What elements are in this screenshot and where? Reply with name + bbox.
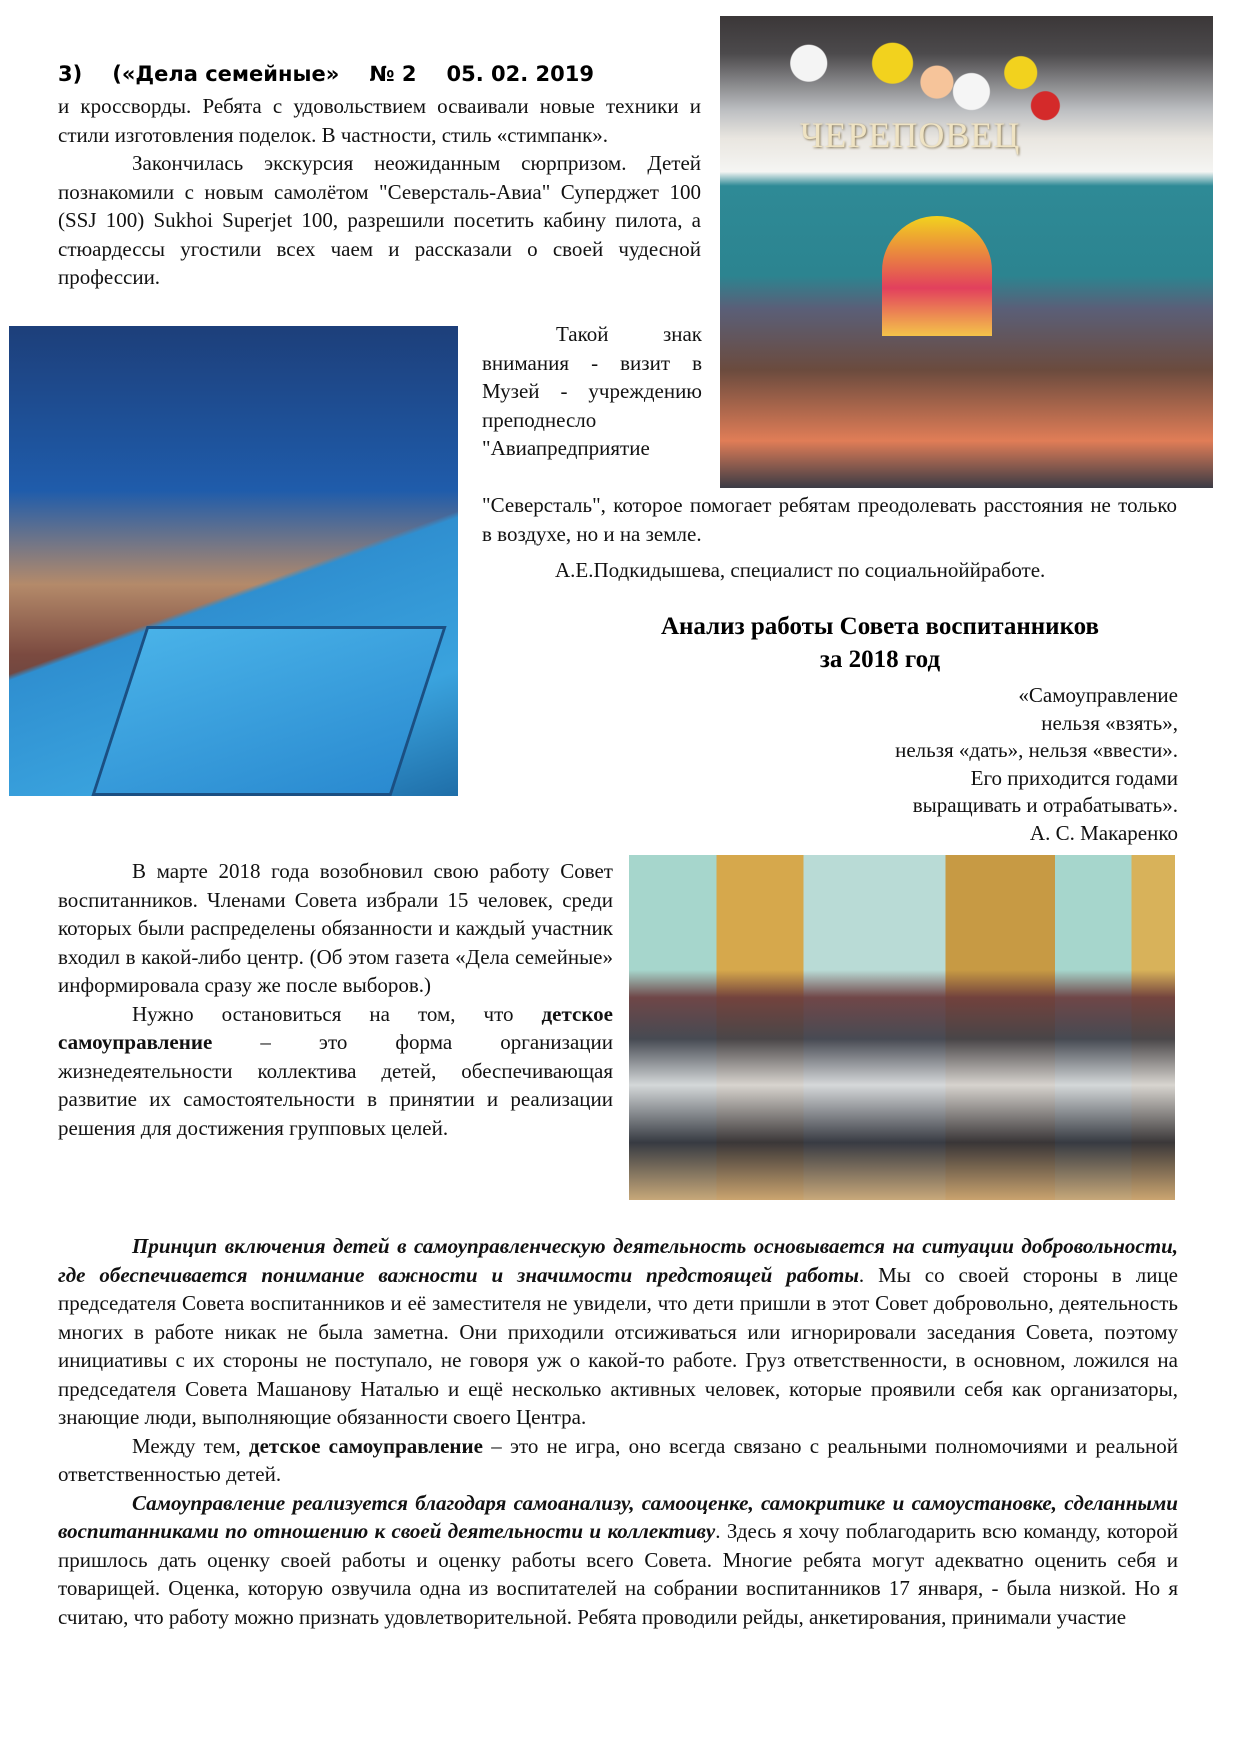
article1-para3-part1 <box>482 320 702 463</box>
newspaper-name: («Дела семейные» <box>112 62 340 86</box>
epigraph-author: А. С. Макаренко <box>1029 820 1178 845</box>
colorful-arch <box>882 216 992 336</box>
article2-para2 <box>58 1000 613 1143</box>
epigraph-line: Его приходится годами <box>970 765 1178 790</box>
article2-left-text <box>58 857 613 1142</box>
para2-bold-term: детское самоуправление <box>58 1001 613 1054</box>
article2-para1: В марте 2018 года возобновил свою работу Совет воспитанников. Членами Совета избрали 15 человек, среди которых были распределены обязанности и каждый участник входил в какой-либо центр. (Об этом газета «Дела семейные» информировала сразу же после выборов.) <box>58 859 613 997</box>
touch-screen <box>91 626 446 796</box>
article2-para4 <box>58 1432 1178 1489</box>
para4-bold-term: детское самоуправление <box>248 1433 483 1458</box>
article1-para2: Закончилась экскурсия неожиданным сюрпризом. Детей познакомили с новым самолётом "Северсталь-Авиа" Суперджет 100 (SSJ 100) Sukhoi Superjet 100, разрешили посетить кабину пилота, а стюардессы угостили всех чаем и рассказали о своей чудесной профессии. <box>58 151 701 289</box>
article2-title-line2: за 2018 год <box>819 646 941 673</box>
article1-signature: А.Е.Подкидышева, специалист по социальноййработе. <box>555 558 1046 582</box>
article1-para1: и кроссворды. Ребята с удовольствием осваивали новые техники и стили изготовления поделок. В частности, стиль «стимпанк». <box>58 94 701 147</box>
article2-full-text <box>58 1232 1178 1631</box>
article2-para5 <box>58 1489 1178 1632</box>
epigraph-line: нельзя «дать», нельзя «ввести». <box>895 738 1178 762</box>
cherepovets-sign: ЧЕРЕПОВЕЦ <box>800 115 1021 155</box>
epigraph-line: нельзя «взять», <box>1041 710 1178 735</box>
para2-rest: – это форма организации жизнедеятельности коллектива детей, обеспечивающая развитие их самостоятельности в принятии и реализации решения для достижения групповых целей. <box>58 1030 613 1140</box>
article1-top-text <box>58 92 701 292</box>
para4-lead: Между тем, <box>132 1433 249 1458</box>
para5-rest: . Здесь я хочу поблагодарить всю команду, которой пришлось дать оценку своей работы и оценку работы всего Совета. Многие ребята могут адекватно оценить себя и товарищей. Оценка, которую озвучила одна из воспитателей на собрании воспитанников 17 января, - была низкой. Но я считаю, что работу можно признать удовлетворительной. Ребята проводили рейды, анкетирования, принимали участие <box>58 1519 1179 1629</box>
museum-group-photo <box>720 16 1213 488</box>
issue-header <box>58 62 624 86</box>
para4-rest: – это не игра, оно всегда связано с реальными полномочиями и реальной ответственностью детей. <box>58 1433 1178 1486</box>
issue-date: 05. 02. 2019 <box>446 62 594 86</box>
epigraph-line: выращивать и отрабатывать». <box>912 793 1178 817</box>
para3-rest: . Мы со своей стороны в лице председателя Совета воспитанников и её заместителя не увидели, что дети пришли в этот Совет добровольно, деятельность многих в работе никак не была заметна. Они приходили отсиживаться или игнорировали заседания Совета, поэтому инициативы с их стороны не поступало, не говоря уж о какой-то работе. Груз ответственности, в основном, ложился на председателя Совета Машанову Наталью и ещё несколько активных человек, которые проявили себя как организаторы, знающие люди, выполняющие обязанности своего Центра. <box>58 1262 1178 1429</box>
para5-principle: Самоуправление реализуется благодаря самоанализу, самооценке, самокритике и самоустановке, сделанными воспитанниками по отношению к своей деятельности и коллективу <box>58 1490 1178 1543</box>
article2-title-line1: Анализ работы Совета воспитанников <box>660 613 1100 640</box>
issue-number: № 2 <box>369 62 417 86</box>
article1-para3-text: Такой знак внимания - визит в Музей - учреждению преподнесло "Авиапредприятие <box>482 322 702 460</box>
council-group-photo <box>629 855 1175 1200</box>
article2-para3 <box>58 1232 1178 1432</box>
article1-para3-text2: "Северсталь", которое помогает ребятам преодолевать расстояния не только в воздухе, но и на земле. <box>482 493 1177 546</box>
article2-title <box>560 610 1200 676</box>
epigraph <box>895 682 1178 847</box>
article1-para3-part2 <box>482 491 1177 548</box>
council-members <box>629 970 1175 1200</box>
epigraph-line: «Самоуправление <box>1018 683 1178 707</box>
touchtable-photo <box>9 326 458 796</box>
para2-lead: Нужно остановиться на том, что <box>132 1001 542 1026</box>
issue-index: 3) <box>58 62 83 86</box>
para3-principle: Принцип включения детей в самоуправленческую деятельность основывается на ситуации добровольности, где обеспечивается понимание важности и значимости предстоящей работы <box>58 1234 1178 1287</box>
